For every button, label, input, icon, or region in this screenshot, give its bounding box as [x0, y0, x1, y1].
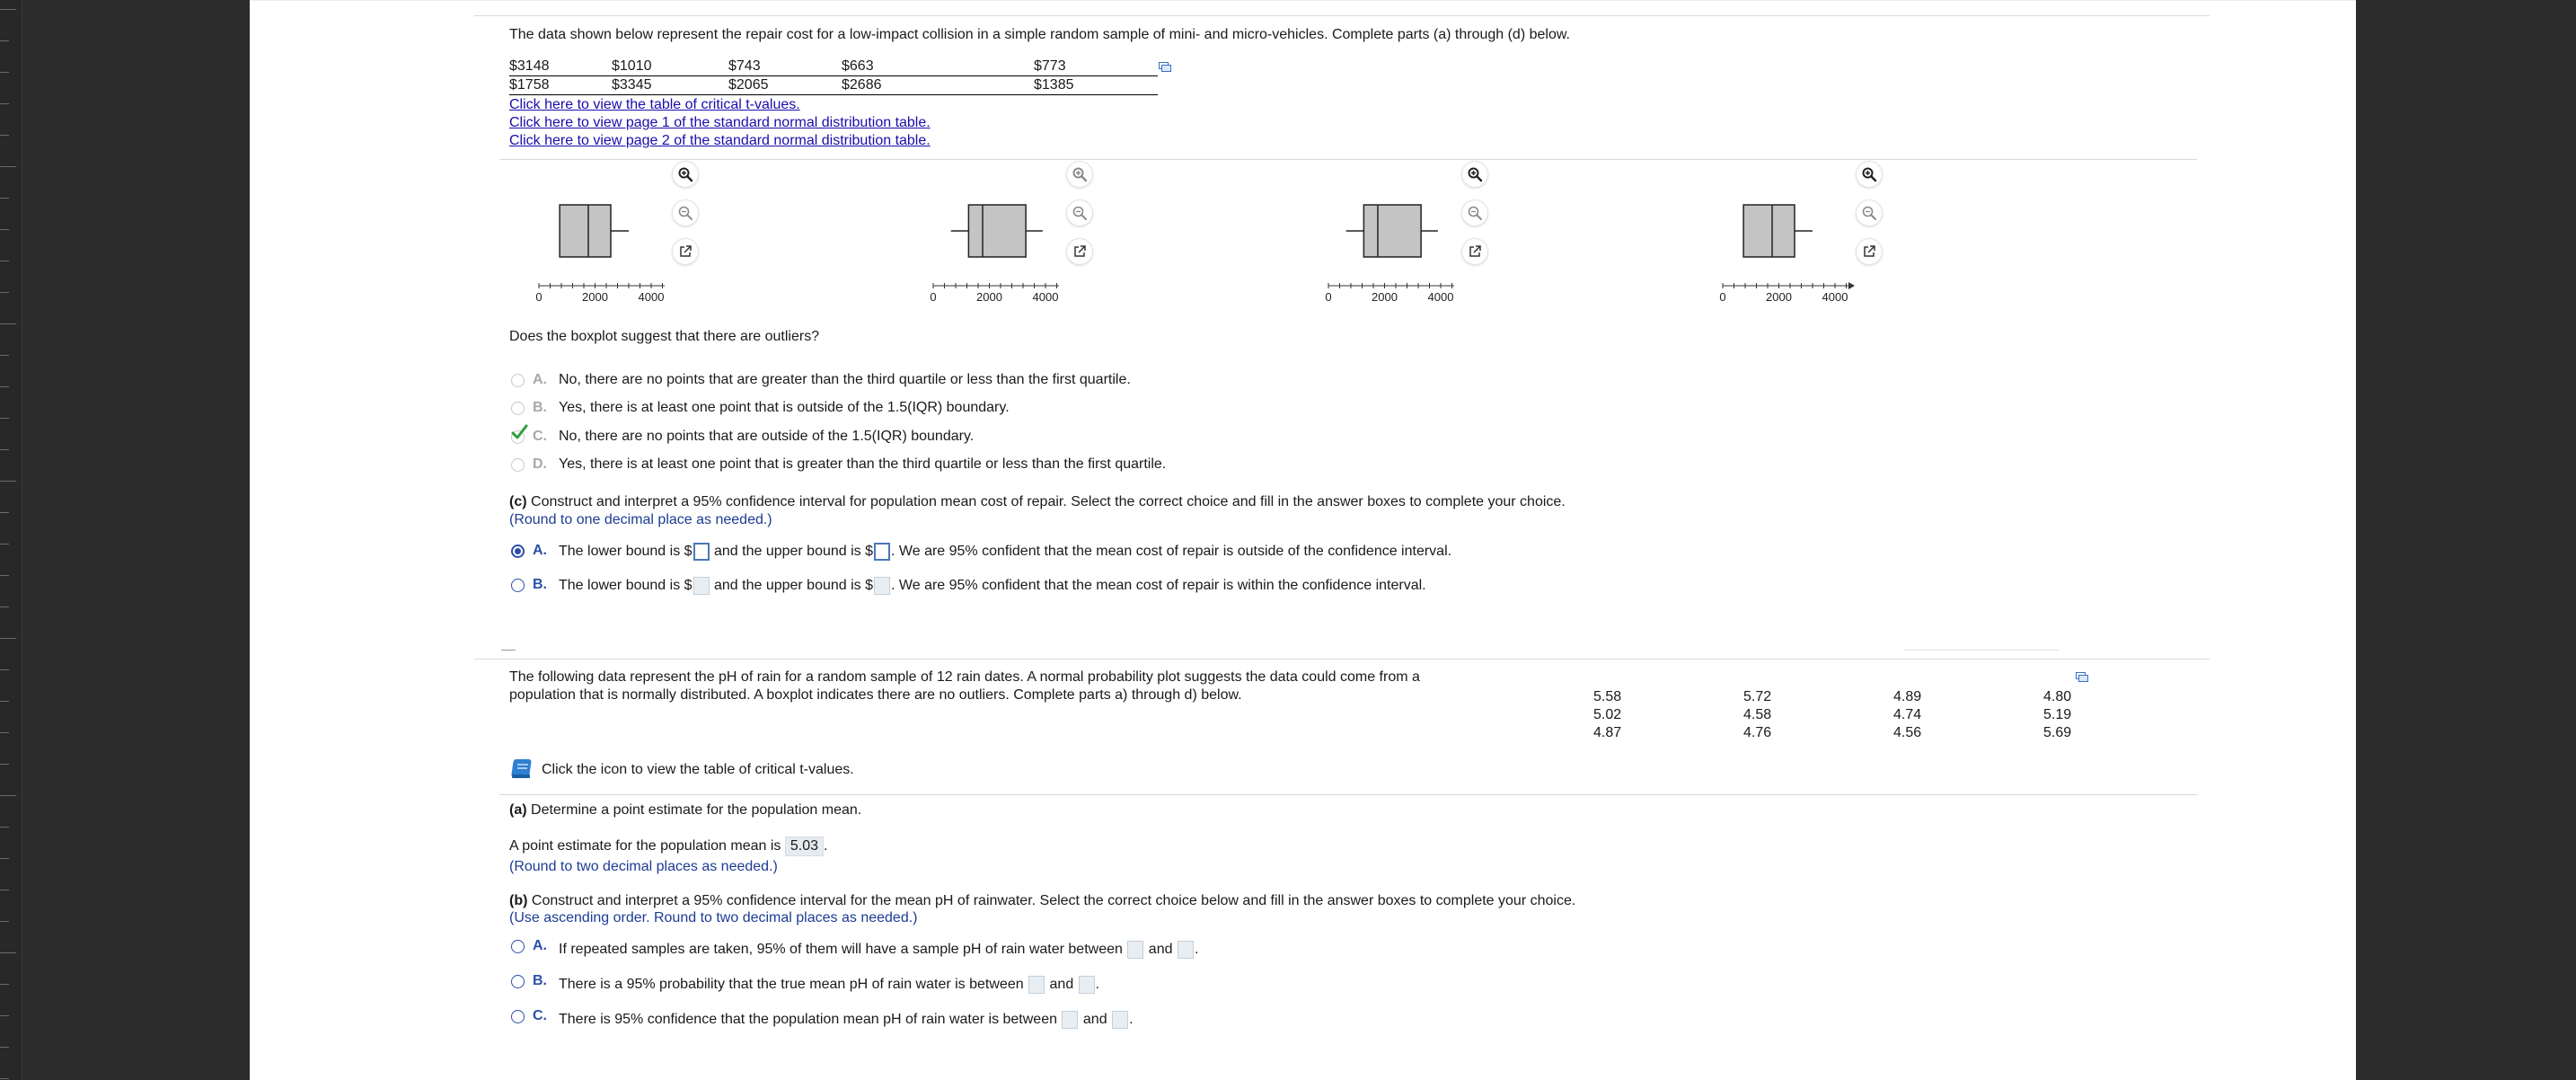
choice-text-2: and — [1148, 942, 1173, 958]
table-cell: $3148 — [509, 58, 550, 74]
axis-tick-label: 0 — [930, 290, 937, 304]
lower-input[interactable] — [1127, 941, 1143, 959]
choice-text — [559, 941, 1198, 959]
ruler-tick — [0, 732, 9, 733]
part-a-hint: (Round to two decimal places as needed.) — [509, 859, 778, 874]
axis-tick-label: 4000 — [1822, 290, 1848, 304]
choice-text: No, there are no points that are outside of the 1.5(IQR) boundary. — [559, 429, 975, 444]
ph-value: 5.69 — [2043, 725, 2072, 740]
axis-tick-label: 0 — [535, 290, 543, 304]
link-normal-table-page2[interactable]: Click here to view page 2 of the standard normal distribution table. — [509, 133, 931, 148]
ph-value: 5.58 — [1593, 689, 1622, 704]
axis-tick-label: 4000 — [638, 290, 665, 304]
ruler-tick — [0, 512, 9, 513]
ruler-tick — [0, 638, 16, 639]
choice-text-1: There is 95% confidence that the population mean pH of rain water is between — [559, 1012, 1057, 1028]
ruler-tick — [0, 481, 16, 482]
part-label: (c) — [509, 494, 527, 509]
choice-text: Yes, there is at least one point that is outside of the 1.5(IQR) boundary. — [559, 400, 1010, 415]
ruler-tick — [0, 669, 9, 670]
point-estimate-answer — [509, 837, 827, 856]
upper-input[interactable] — [1112, 1011, 1128, 1029]
choice-text — [559, 976, 1099, 994]
axis-tick-label: 2000 — [582, 290, 608, 304]
box — [1743, 205, 1795, 257]
choice-text: No, there are no points that are greater than the third quartile or less than the first quartile. — [559, 372, 1131, 387]
table-row — [509, 58, 1158, 76]
axis-tick-label: 4000 — [1427, 290, 1454, 304]
divider-stub — [501, 650, 516, 651]
part-b-prompt — [509, 892, 1575, 910]
table-cell: $2686 — [842, 77, 882, 93]
axis-tick-label: 0 — [1719, 290, 1726, 304]
left-ruler — [0, 0, 22, 1080]
choice-letter: A. — [533, 938, 547, 953]
copy-data-icon[interactable] — [2076, 671, 2088, 687]
lower-bound-input[interactable] — [693, 577, 710, 595]
radio-d[interactable] — [511, 458, 525, 472]
zoom-in-icon[interactable] — [1067, 162, 1092, 187]
ruler-tick — [0, 984, 9, 985]
lower-input[interactable] — [1062, 1011, 1078, 1029]
ruler-tick — [0, 921, 9, 922]
part-c-hint: (Round to one decimal place as needed.) — [509, 512, 772, 527]
ruler-tick — [0, 449, 9, 450]
ruler-tick — [0, 606, 9, 607]
ruler-tick — [0, 40, 9, 41]
boxplot-options — [250, 157, 2356, 310]
radio-b[interactable] — [511, 975, 525, 988]
ruler-tick — [0, 764, 9, 765]
link-critical-t-values[interactable]: Click here to view the table of critical t-values. — [509, 97, 800, 112]
divider-stub — [1904, 650, 2059, 651]
ruler-tick — [0, 229, 9, 230]
divider — [474, 15, 2210, 16]
problem2-intro-line1: The following data represent the pH of rain for a random sample of 12 rain dates. A normal probability plot suggests the data could come from a — [509, 669, 1420, 685]
choice-text-1: The lower bound is $ — [559, 544, 693, 560]
question-page — [250, 0, 2356, 1080]
table-cell: $1385 — [1034, 77, 1074, 93]
book-icon[interactable] — [511, 758, 534, 784]
lower-input[interactable] — [1028, 976, 1045, 994]
choice-text-3: . — [1095, 977, 1100, 993]
ruler-tick — [0, 386, 9, 387]
choice-letter: A. — [533, 543, 547, 558]
point-estimate-value: 5.03 — [785, 837, 824, 856]
popout-icon[interactable] — [1462, 239, 1487, 264]
axis-tick-label: 4000 — [1032, 290, 1059, 304]
upper-bound-input[interactable] — [874, 543, 890, 561]
repair-cost-table — [509, 58, 1158, 95]
choice-text-2: and the upper bound is $ — [713, 578, 874, 594]
part-label: (b) — [509, 893, 528, 908]
outlier-question: Does the boxplot suggest that there are outliers? — [509, 329, 820, 344]
ruler-tick — [0, 701, 9, 702]
part-text: Construct and interpret a 95% confidence interval for population mean cost of repair. Select the correct choice and fill in the answer boxes to complete your choice. — [526, 494, 1566, 509]
ruler-tick — [0, 858, 9, 859]
choice-text-1: If repeated samples are taken, 95% of them will have a sample pH of rain water between — [559, 942, 1123, 958]
axis-tick-label: 2000 — [976, 290, 1002, 304]
ruler-tick — [0, 1047, 9, 1048]
ruler-tick — [0, 9, 16, 10]
radio-a[interactable] — [511, 940, 525, 953]
zoom-out-icon[interactable] — [1857, 200, 1882, 226]
upper-input[interactable] — [1178, 941, 1194, 959]
divider — [499, 794, 2197, 795]
axis-tick-label: 2000 — [1766, 290, 1792, 304]
table-cell: $2065 — [728, 77, 769, 93]
choice-text-2: and — [1049, 977, 1074, 993]
checkmark-icon — [510, 423, 528, 446]
ph-value: 5.19 — [2043, 707, 2072, 722]
ruler-tick — [0, 198, 9, 199]
box — [968, 205, 1026, 257]
table-cell: $743 — [728, 58, 761, 74]
ph-value: 4.89 — [1893, 689, 1922, 704]
table-row — [509, 76, 1158, 95]
ruler-tick — [0, 575, 9, 576]
divider — [474, 659, 2210, 660]
table-cell: $3345 — [612, 77, 652, 93]
ph-value: 4.76 — [1743, 725, 1772, 740]
answer-prefix: A point estimate for the population mean is — [509, 838, 781, 854]
ruler-tick — [0, 952, 16, 953]
choice-letter: B. — [533, 577, 547, 592]
ph-value: 4.56 — [1893, 725, 1922, 740]
ph-value: 4.87 — [1593, 725, 1622, 740]
choice-text: Yes, there is at least one point that is greater than the third quartile or less than the first quartile. — [559, 456, 1167, 472]
table-cell: $663 — [842, 58, 874, 74]
ruler-tick — [0, 1015, 9, 1016]
zoom-in-icon[interactable] — [1462, 162, 1487, 187]
zoom-in-icon[interactable] — [1857, 162, 1882, 187]
lower-bound-input[interactable] — [693, 543, 710, 561]
copy-data-icon[interactable] — [1159, 61, 1171, 77]
radio-b[interactable] — [511, 402, 525, 415]
ruler-tick — [0, 355, 9, 356]
part-label: (a) — [509, 802, 527, 818]
ruler-tick — [0, 827, 9, 828]
ph-value: 4.58 — [1743, 707, 1772, 722]
ph-value: 4.74 — [1893, 707, 1922, 722]
icon-instruction: Click the icon to view the table of critical t-values. — [542, 762, 854, 777]
ph-value: 4.80 — [2043, 689, 2072, 704]
choice-text — [559, 577, 1426, 595]
table-cell: $1010 — [612, 58, 652, 74]
radio-b[interactable] — [511, 579, 525, 592]
choice-letter: B. — [533, 400, 547, 415]
zoom-out-icon[interactable] — [1462, 200, 1487, 226]
upper-bound-input[interactable] — [874, 577, 890, 595]
problem2-intro-line2: population that is normally distributed. A boxplot indicates there are no outliers. Complete parts a) through d) below. — [509, 687, 1242, 703]
radio-a[interactable] — [511, 374, 525, 387]
zoom-out-icon[interactable] — [1067, 200, 1092, 226]
popout-icon[interactable] — [1857, 239, 1882, 264]
radio-a-selected[interactable] — [511, 544, 525, 558]
ruler-tick — [0, 418, 9, 419]
choice-letter: D. — [533, 456, 547, 472]
choice-letter: C. — [533, 429, 547, 444]
choice-letter: C. — [533, 1008, 547, 1023]
ruler-tick — [0, 166, 16, 167]
ruler-tick — [0, 1078, 9, 1079]
problem1-intro: The data shown below represent the repair cost for a low-impact collision in a simple random sample of mini- and micro-vehicles. Complete parts (a) through (d) below. — [509, 27, 1570, 42]
part-text: Construct and interpret a 95% confidence interval for the mean pH of rainwater. Select the correct choice below and fill in the answer boxes to complete your choice. — [527, 893, 1576, 908]
choice-text-2: and the upper bound is $ — [713, 544, 874, 560]
ruler-tick — [0, 292, 9, 293]
popout-icon[interactable] — [1067, 239, 1092, 264]
choice-text-1: The lower bound is $ — [559, 578, 693, 594]
choice-text-2: and — [1082, 1012, 1107, 1028]
top-edge — [250, 0, 2356, 1]
zoom-in-icon[interactable] — [673, 162, 698, 187]
ruler-tick — [0, 323, 16, 324]
table-cell: $1758 — [509, 77, 550, 93]
choice-letter: A. — [533, 372, 547, 387]
radio-c[interactable] — [511, 1010, 525, 1023]
part-b-hint: (Use ascending order. Round to two decimal places as needed.) — [509, 910, 918, 925]
box — [560, 205, 611, 257]
choice-text-3: . — [1194, 942, 1199, 958]
ruler-tick — [0, 795, 16, 796]
upper-input[interactable] — [1079, 976, 1095, 994]
choice-letter: B. — [533, 973, 547, 988]
popout-icon[interactable] — [673, 239, 698, 264]
choice-text-3: . We are 95% confident that the mean cost of repair is within the confidence interval. — [891, 578, 1426, 594]
answer-suffix: . — [824, 838, 828, 854]
choice-text — [559, 543, 1451, 561]
part-a-prompt — [509, 801, 861, 819]
choice-text-3: . We are 95% confident that the mean cost of repair is outside of the confidence interval. — [891, 544, 1452, 560]
table-cell: $773 — [1034, 58, 1066, 74]
axis-tick-label: 2000 — [1372, 290, 1398, 304]
part-c-prompt — [509, 493, 1566, 511]
part-text: Determine a point estimate for the population mean. — [526, 802, 862, 818]
choice-text-3: . — [1129, 1012, 1134, 1028]
link-normal-table-page1[interactable]: Click here to view page 1 of the standard normal distribution table. — [509, 115, 931, 130]
ruler-tick — [0, 135, 9, 136]
choice-text — [559, 1011, 1134, 1029]
choice-text-1: There is a 95% probability that the true mean pH of rain water is between — [559, 977, 1024, 993]
zoom-out-icon[interactable] — [673, 200, 698, 226]
axis-arrow — [1848, 282, 1855, 289]
ruler-tick — [0, 72, 9, 73]
ruler-tick — [0, 103, 9, 104]
axis-tick-label: 0 — [1325, 290, 1332, 304]
ph-value: 5.72 — [1743, 689, 1772, 704]
box — [1363, 205, 1421, 257]
ph-value: 5.02 — [1593, 707, 1622, 722]
